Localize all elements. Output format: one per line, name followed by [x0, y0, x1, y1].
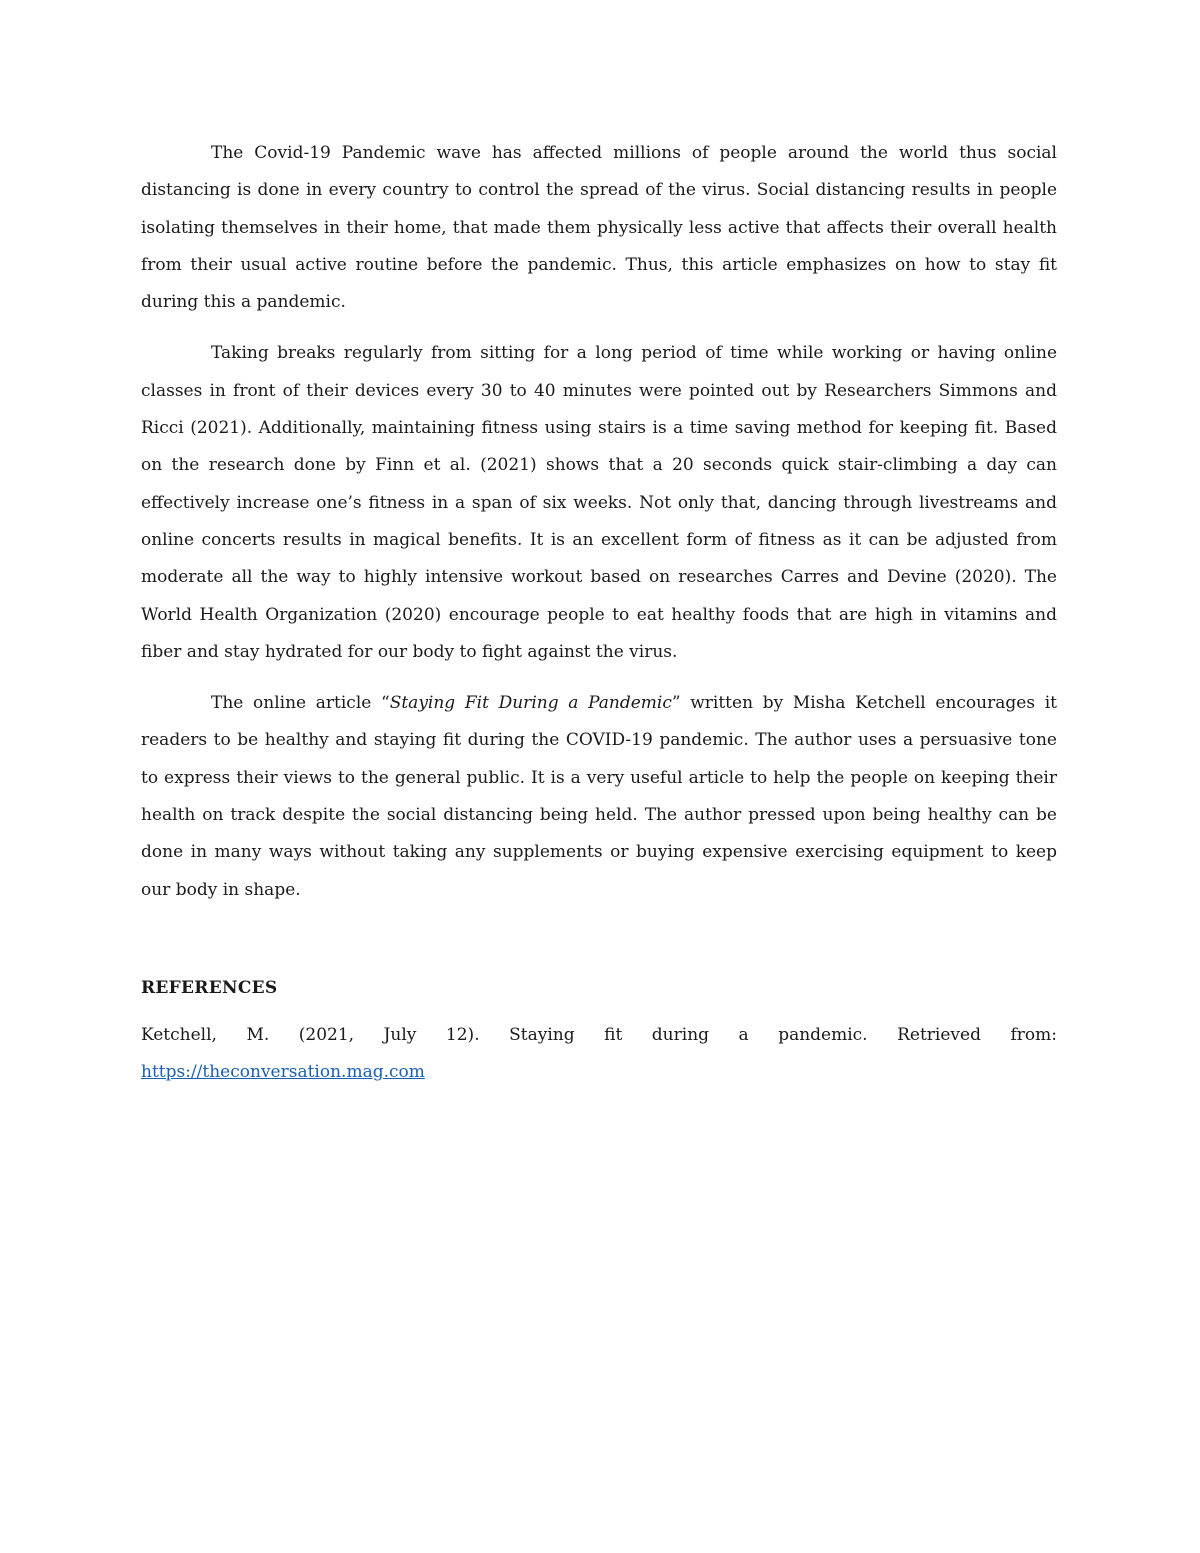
reference-citation-text: Ketchell, M. (2021, July 12). Staying fit during a pandemic. Retrieved from:	[141, 1024, 1057, 1045]
reference-entry	[141, 1017, 1057, 1092]
article-title-italic: Staying Fit During a Pandemic	[389, 693, 672, 714]
document-body	[141, 135, 1057, 1092]
body-paragraph-3	[141, 685, 1057, 909]
body-paragraph-1: The Covid-19 Pandemic wave has affected millions of people around the world thus social distancing is done in every country to control the spread of the virus. Social distancing results in people isolating themselves in their home, that made them physically less active that affects their overall health from their usual active routine before the pandemic. Thus, this article emphasizes on how to stay fit during this a pandemic.	[141, 143, 1057, 313]
paragraph-3-lead-text: The online article “	[211, 693, 390, 714]
body-paragraph-2: Taking breaks regularly from sitting for a long period of time while working or having online classes in front of their devices every 30 to 40 minutes were pointed out by Researchers Simmons and Ricci (2021). Additionally, maintaining fitness using stairs is a time saving method for keeping fit. Based on the research done by Finn et al. (2021) shows that a 20 seconds quick stair-climbing a day can effectively increase one’s fitness in a span of six weeks. Not only that, dancing through livestreams and online concerts results in magical benefits. It is an excellent form of fitness as it can be adjusted from moderate all the way to highly intensive workout based on researches Carres and Devine (2020). The World Health Organization (2020) encourage people to eat healthy foods that are high in vitamins and fiber and stay hydrated for our body to fight against the virus.	[141, 343, 1057, 662]
references-heading: REFERENCES	[141, 977, 278, 998]
paragraph-3-body-text: ” written by Misha Ketchell encourages it readers to be healthy and staying fit during the COVID-19 pandemic. The author uses a persuasive tone to express their views to the general public. It is a very useful article to help the people on keeping their health on track despite the social distancing being held. The author pressed upon being healthy can be done in many ways without taking any supplements or buying expensive exercising equipment to keep our body in shape.	[141, 693, 1057, 900]
reference-url-link[interactable]: https://theconversation.mag.com	[141, 1062, 425, 1083]
